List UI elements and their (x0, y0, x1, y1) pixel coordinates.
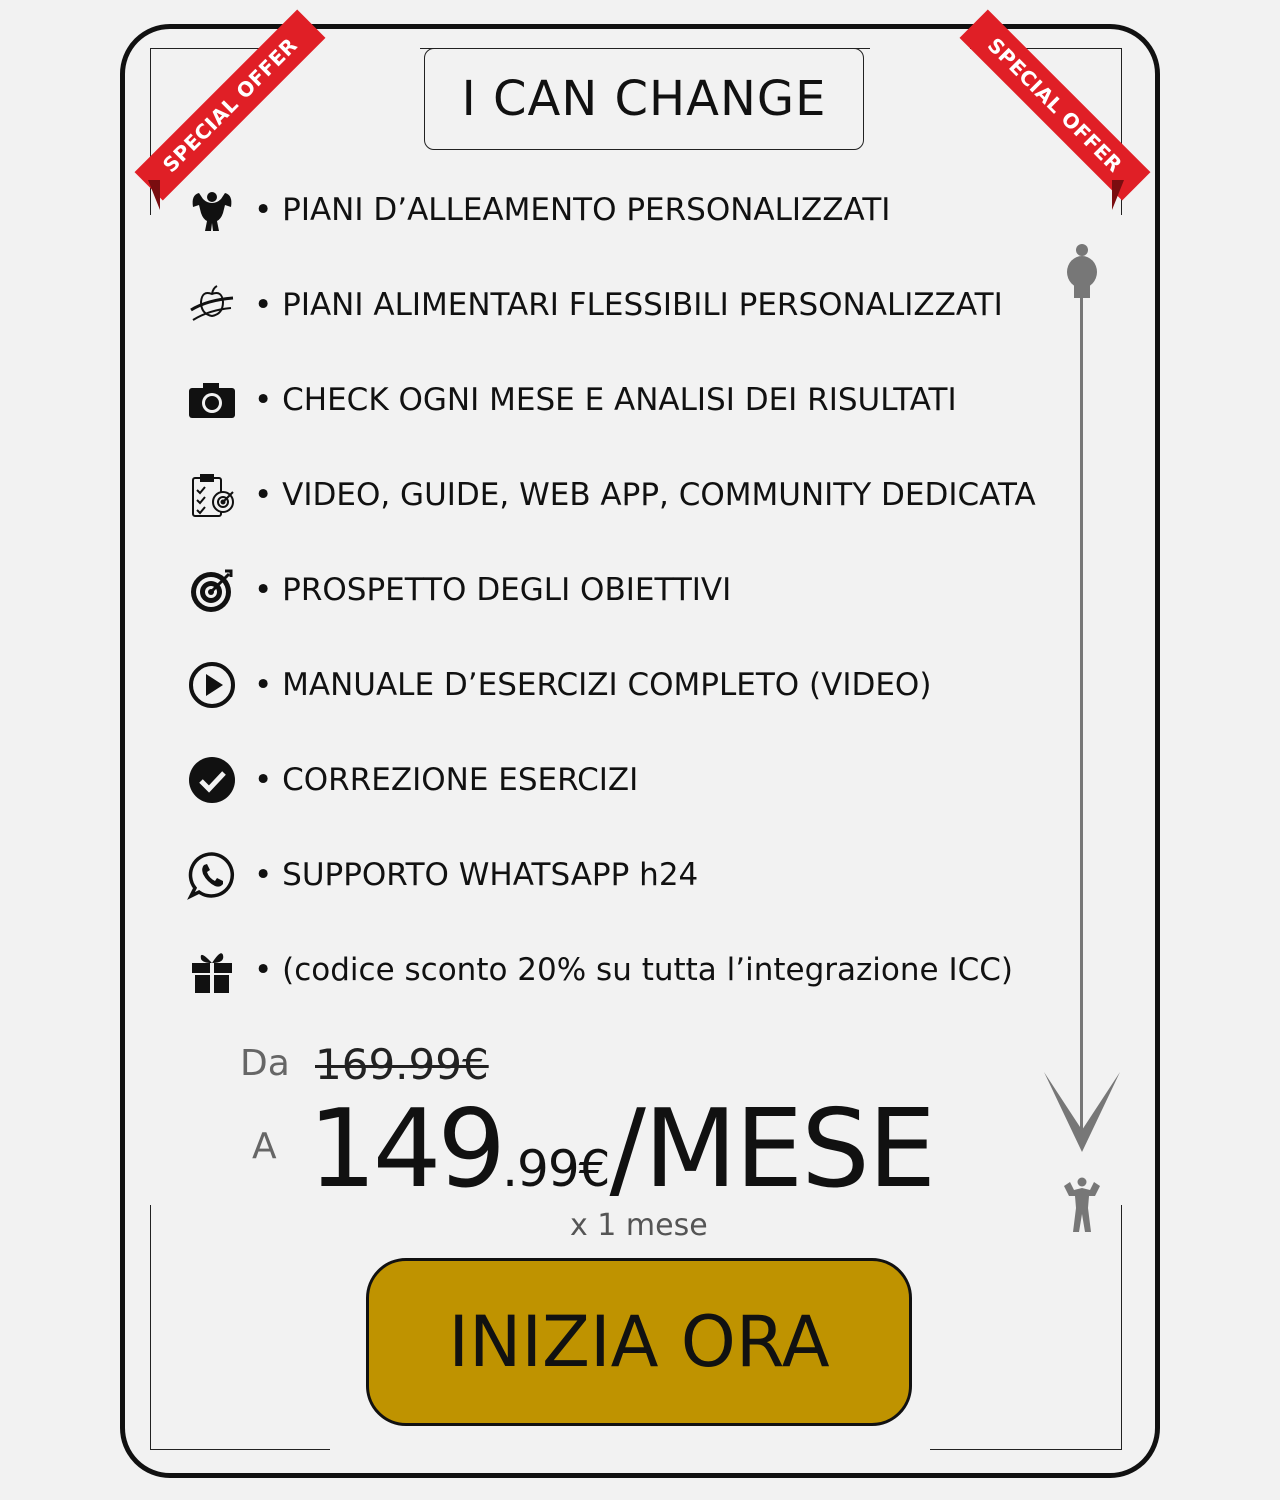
bodybuilder-icon (186, 184, 238, 236)
feature-item (186, 275, 1003, 335)
feature-item (186, 940, 1013, 1000)
progress-arrow-head (1044, 1072, 1124, 1154)
plan-title: I CAN CHANGE (424, 48, 864, 150)
price-period: /MESE (609, 1087, 935, 1212)
feature-item (186, 180, 890, 240)
special-offer-ribbon-left: SPECIAL OFFER (135, 10, 326, 201)
feature-text: • MANUALE D’ESERCIZI COMPLETO (VIDEO) (254, 667, 932, 703)
ribbon-fold-left (148, 180, 160, 210)
feature-text: • VIDEO, GUIDE, WEB APP, COMMUNITY DEDICATA (254, 477, 1036, 513)
new-price-label: A (252, 1126, 277, 1167)
whatsapp-icon (186, 849, 238, 901)
feature-text: • (codice sconto 20% su tutta l’integrazione ICC) (254, 952, 1013, 988)
feature-item (186, 370, 957, 430)
period-note: x 1 mese (570, 1208, 708, 1243)
feature-text: • CORREZIONE ESERCIZI (254, 762, 639, 798)
feature-text: • PIANI ALIMENTARI FLESSIBILI PERSONALIZZATI (254, 287, 1003, 323)
feature-item (186, 655, 931, 715)
apple-measuring-tape-icon (186, 279, 238, 331)
camera-icon (186, 374, 238, 426)
muscular-person-icon (1062, 1176, 1102, 1239)
progress-arrow-line (1080, 285, 1083, 1145)
price-integer: 149 (308, 1087, 503, 1212)
price-cents: .99€ (502, 1140, 610, 1198)
clipboard-target-icon (186, 469, 238, 521)
feature-item (186, 560, 731, 620)
old-price-label: Da (240, 1043, 290, 1084)
gift-icon (186, 944, 238, 996)
target-icon (186, 564, 238, 616)
ribbon-fold-right (1112, 180, 1124, 210)
feature-text: • SUPPORTO WHATSAPP h24 (254, 857, 699, 893)
check-icon (186, 754, 238, 806)
feature-text: • CHECK OGNI MESE E ANALISI DEI RISULTATI (254, 382, 957, 418)
feature-item (186, 750, 638, 810)
new-price (308, 1087, 935, 1212)
feature-item (186, 465, 1036, 525)
special-offer-ribbon-right: SPECIAL OFFER (960, 10, 1151, 201)
feature-item (186, 845, 698, 905)
feature-text: • PIANI D’ALLEAMENTO PERSONALIZZATI (254, 192, 891, 228)
play-icon (186, 659, 238, 711)
old-price: 169.99€ (315, 1040, 489, 1089)
start-now-button[interactable]: INIZIA ORA (366, 1258, 912, 1426)
feature-text: • PROSPETTO DEGLI OBIETTIVI (254, 572, 732, 608)
